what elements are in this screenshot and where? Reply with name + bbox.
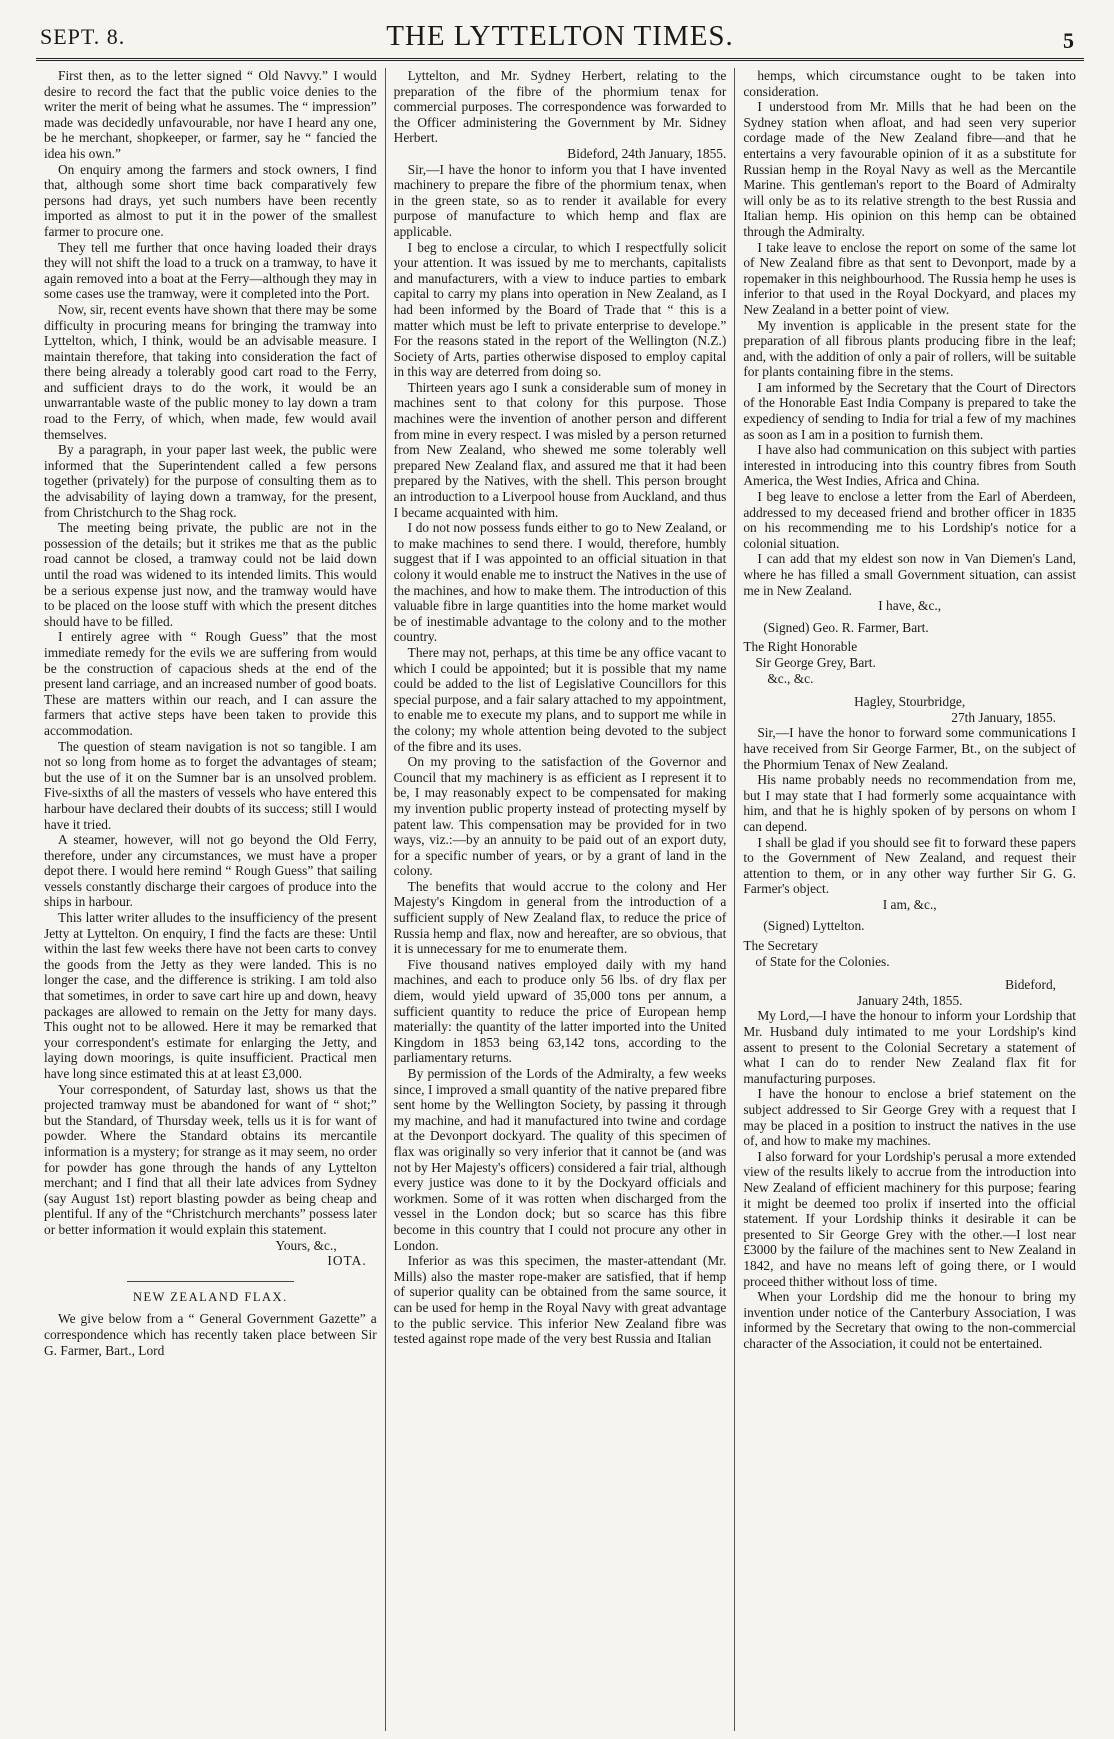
- paragraph: My invention is applicable in the present state for the preparation of all fibrous plants producing fibre in the leaf; and, with the addition of only a pair of rollers, will be suitable for plants containing fibre in the stems.: [743, 317, 1077, 380]
- paragraph: They tell me further that once having loaded their drays they will not shift the load to a truck on a tramway, to have it again removed into a boat at the Ferry—although they may in some cases use the tramway, were it completed into the Port.: [44, 239, 377, 302]
- paragraph: His name probably needs no recommendation from me, but I may state that I had formerly some acquaintance with him, and that he is highly spoken of by persons on whom I can depend.: [743, 772, 1077, 834]
- paragraph: Thirteen years ago I sunk a considerable sum of money in machines sent to that colony for this purpose. Those machines were the invention of another person and different from mine in every respect. I was misled by a person returned from New Zealand, who shewed me some tolerably well prepared New Zealand flax, and assured me that it had been prepared by the Natives, with the shell. This person brought an introduction to a Liverpool house from Auckland, and thus I became acquainted with him.: [393, 379, 727, 520]
- paragraph: I also forward for your Lordship's perusal a more extended view of the results likely to accrue from the introduction into New Zealand of efficient machinery for this purpose; fearing it might be deemed too prolix if inserted into the official statement. If your Lordship thinks it desirable it can be presented to Sir George Grey with the other.—I lost near £3000 by the failure of the machines sent to New Zealand in 1842, and have no means left of going there, or I would proceed thither without loss of time.: [743, 1148, 1077, 1289]
- paragraph: The question of steam navigation is not so tangible. I am not so long from home as to forget the advantages of steam; but the use of it on the Sumner bar is an unsolved problem. Five-sixths of all the masters of vessels who have entered this harbour have declared their doubts of its success; still I would have it tried.: [44, 738, 377, 832]
- addressee: Sir George Grey, Bart.: [755, 654, 876, 670]
- addressee: The Secretary: [743, 938, 819, 954]
- article-columns: [36, 68, 1084, 1731]
- masthead: [36, 18, 1084, 61]
- addressee: The Right Honorable: [743, 639, 858, 655]
- dateline: January 24th, 1855.: [856, 992, 963, 1008]
- paragraph: I entirely agree with “ Rough Guess” that the most immediate remedy for the evils we are suffering from would be the construction of capacious sheds at the end of the present land carriage, and an increased number of good boats. These are matters within our reach, and I can assure the farmers that active steps have been taken to provide this accommodation.: [44, 629, 377, 738]
- letter-closing: I have, &c.,: [878, 598, 942, 614]
- paragraph: I shall be glad if you should see fit to forward these papers to the Government of New Zealand, and request their attention to them, or in any other way further Sir G. G. Farmer's object.: [743, 834, 1077, 897]
- paragraph: I beg leave to enclose a letter from the Earl of Aberdeen, addressed to my deceased friend and brother officer in 1835 on his recommending me to his Lordship's notice for a colonial situation.: [743, 489, 1077, 551]
- addressee: &c., &c.: [767, 670, 814, 686]
- paragraph: Lyttelton, and Mr. Sydney Herbert, relating to the preparation of the fibre of the phormium tenax for commercial purposes. The correspondence was forwarded to the Officer administering the Government by Mr. Sidney Herbert.: [393, 68, 727, 146]
- paragraph: Your correspondent, of Saturday last, shows us that the projected tramway must be abandoned for want of “ shot;” but the Standard, of Thursday week, tells us it is for want of powder. Where the Standard obtains its mercantile information is a mystery; for strange as it may seem, no order for powder has gone through the hands of any Lyttelton merchant; and I find that all their late advices from Sydney (say August 1st) report blasting powder as being cheap and plentiful. If any of the “Christchurch merchants” possess later or better information it would explain this statement.: [44, 1081, 377, 1237]
- letter-signed: (Signed) Lyttelton.: [763, 918, 865, 934]
- paragraph: There may not, perhaps, at this time be any office vacant to which I could be appointed; but it is possible that my name could be added to the list of Legislative Councillors for this special purpose, and a fair salary attached to my appointment, to enable me to execute my plans, and to support me while in the colony; my whole attention being devoted to the subject of the fibre and its uses.: [393, 644, 727, 754]
- paragraph: This latter writer alludes to the insufficiency of the present Jetty at Lyttelton. On enquiry, I find the facts are these: Until within the last few weeks there have not been carts to convey the goods from the Jetty as they were landed. This is no longer the case, and the difference is striking. I am told also that sometimes, in order to save cart hire up and down, heavy packages are allowed to remain on the Jetty for many days. This ought not to be allowed. Here it may be remarked that your correspondent's estimate for enlarging the Jetty, and laying down moorings, is quite insufficient. Practical men have long since estimated this at at least £3,000.: [44, 910, 377, 1081]
- paragraph: Now, sir, recent events have shown that there may be some difficulty in procuring means for bringing the tramway into Lyttelton, which, I think, would be an advisable measure. I maintain therefore, that taking into consideration the fact of there being already a tolerably good cart road to the Ferry, and sufficient drays to do the work, it would be an unwarrantable waste of the public money to lay down a tram road to the Ferry, of which, when made, few would avail themselves.: [44, 301, 377, 442]
- page-number: 5: [1063, 28, 1074, 53]
- section-heading: NEW ZEALAND FLAX.: [132, 1289, 288, 1304]
- paragraph: On my proving to the satisfaction of the Governor and Council that my machinery is as efficient as I represent it to be, I may reasonably expect to be compensated for making my invention public property instead of protecting myself by patent law. This compensation may be provided for in two ways, viz.:—by an annuity to be paid out of an export duty, for a specific number of years, or by a grant of land in the colony.: [393, 754, 727, 879]
- column-2: [385, 68, 735, 1731]
- dateline: Hagley, Stourbridge,: [854, 694, 966, 710]
- dateline: 27th January, 1855.: [951, 709, 1057, 725]
- column-1: [36, 68, 385, 1731]
- newspaper-title: THE LYTTELTON TIMES.: [386, 20, 734, 52]
- paragraph: By a paragraph, in your paper last week, the public were informed that the Superintendent called a few persons together (privately) for the purpose of consulting them as to the advisability of laying down a tramway, for the present, from Christchurch to the Shag rock.: [44, 442, 377, 520]
- section-divider: [127, 1281, 293, 1282]
- letter-closing: Yours, &c.,: [275, 1237, 337, 1253]
- paragraph: Sir,—I have the honor to forward some communications I have received from Sir George Farmer, Bt., on the subject of the Phormium Tenax of New Zealand.: [743, 725, 1077, 772]
- dateline: Bideford, 24th January, 1855.: [567, 145, 727, 161]
- addressee: of State for the Colonies.: [755, 953, 890, 969]
- paragraph: I can add that my eldest son now in Van Diemen's Land, where he has filled a small Government situation, can assist me in New Zealand.: [743, 551, 1077, 598]
- letter-signed: (Signed) Geo. R. Farmer, Bart.: [763, 619, 929, 635]
- paragraph: My Lord,—I have the honour to inform your Lordship that Mr. Husband duly intimated to me your Lordship's kind assent to present to the Colonial Secretary a statement of what I can do to render New Zealand flax fit for manufacturing purposes.: [743, 1008, 1077, 1086]
- paragraph: Sir,—I have the honor to inform you that I have invented machinery to prepare the fibre of the phormium tenax, when in the green state, so as to render it available for every purpose of manufacture to which hemp and flax are applicable.: [393, 161, 727, 239]
- paragraph: A steamer, however, will not go beyond the Old Ferry, therefore, under any circumstances, we must have a proper depot there. I would here remind “ Rough Guess” that sailing vessels constantly discharge their cargoes of produce into the ships in harbour.: [44, 832, 377, 910]
- paragraph: On enquiry among the farmers and stock owners, I find that, although some short time back comparatively few persons had drays, yet such numbers have been recently imported as almost to put it in the power of the smallest farmer to procure one.: [44, 161, 377, 239]
- paragraph: The benefits that would accrue to the colony and Her Majesty's Kingdom in general from the introduction of a sufficient supply of New Zealand flax, to reduce the price of Russia hemp and flax, now and hereafter, are so obvious, that it is unnecessary for me to enumerate them.: [393, 878, 727, 957]
- paragraph: We give below from a “ General Government Gazette” a correspondence which has recently taken place between Sir G. Farmer, Bart., Lord: [44, 1311, 377, 1358]
- paragraph: I have also had communication on this subject with parties interested in introducing into this country fibres from South America, the West Indies, Africa and China.: [743, 442, 1077, 489]
- paragraph: I take leave to enclose the report on some of the same lot of New Zealand fibre as that sent to Devonport, made by a ropemaker in this neighbourhood. The Russia hemp he uses is inferior to that used in the Royal Dockyard, and places my New Zealand in a better point of view.: [743, 239, 1077, 317]
- paragraph: The meeting being private, the public are not in the possession of the details; but it strikes me that as the public road cannot be closed, a tramway could not be laid down until the road was widened to its intended limits. This would be a serious expense just now, and the tramway would have to be placed on the loose stuff with which the present ditches should have to be filled.: [44, 520, 377, 629]
- letter-closing: I am, &c.,: [882, 896, 937, 912]
- paragraph: hemps, which circumstance ought to be taken into consideration.: [743, 68, 1077, 99]
- column-3: [734, 68, 1084, 1731]
- dateline: Bideford,: [1005, 977, 1057, 993]
- paragraph: I have the honour to enclose a brief statement on the subject addressed to Sir George Grey with a request that I may be placed in a position to instruct the natives in the use of, and how to make my machines.: [743, 1086, 1077, 1149]
- paragraph: First then, as to the letter signed “ Old Navvy.” I would desire to record the fact that the public voice denies to the writer the merit of being what he assumes. The “ impression” made was decidedly unfavourable, nor have I heard any one, be he merchant, shopkeeper, or farmer, say he “ fancied the idea his own.”: [44, 68, 377, 161]
- paragraph: When your Lordship did me the honour to bring my invention under notice of the Canterbury Association, I was informed by the Secretary that owing to the non-commercial character of the Association, it could not be entertained.: [743, 1289, 1077, 1351]
- paragraph: Five thousand natives employed daily with my hand machines, and each to produce only 56 lbs. of dry flax per diem, would yield upward of 35,000 tons per annum, a sufficient quantity to reduce the price of European hemp materially: the quantity of the latter imported into the United Kingdom in 1853 being 63,142 tons, according to the parliamentary returns.: [393, 956, 727, 1066]
- paragraph: I do not now possess funds either to go to New Zealand, or to make machines to send there. I would, therefore, humbly suggest that if I was appointed to an official situation in that colony it would enable me to instruct the Natives in the use of the machines, and how to make them. The introduction of this valuable fibre in large quantities into the home market would be of inestimable advantage to the colony and to the mother country.: [393, 520, 727, 645]
- paragraph: I am informed by the Secretary that the Court of Directors of the Honorable East India Company is prepared to take the expediency of sending to India for trial a few of my machines as soon as I am in a position to furnish them.: [743, 379, 1077, 442]
- paragraph: By permission of the Lords of the Admiralty, a few weeks since, I improved a small quantity of the native prepared fibre sent home by the Wellington Society, by passing it through my machine, and had it manufactured into twine and cordage at the Devonport dockyard. The quality of this specimen of flax was originally so very inferior that it cannot be (and was not by Her Majesty's officers) considered a fair trial, although every justice was done to it by the Dockyard officials and workmen. Some of it was rotten when discharged from the vessel in the London dock; but so scarce has this fibre become in this country that I could not procure any other in London.: [393, 1066, 727, 1253]
- paragraph: I beg to enclose a circular, to which I respectfully solicit your attention. It was issued by me to merchants, capitalists and manufacturers, with a view to induce parties to embark capital to carry my plans into operation in New Zealand, as I had been informed by the Board of Trade that “ this is a matter which must be left to private enterprise to develope.” For the reasons stated in the report of the Wellington (N.Z.) Society of Arts, parties otherwise disposed to employ capital in this way are deterred from doing so.: [393, 239, 727, 380]
- paragraph: Inferior as was this specimen, the master-attendant (Mr. Mills) also the master rope-maker are satisfied, that if hemp of superior quality can be obtained from the same source, it can be used for hemp in the Royal Navy with great advantage to the public service. This inferior New Zealand fibre was tested against rope made of the very best Russia and Italian: [393, 1253, 727, 1347]
- letter-signature: IOTA.: [327, 1253, 367, 1269]
- paragraph: I understood from Mr. Mills that he had been on the Sydney station when afloat, and had seen very superior cordage made of the New Zealand fibre—and that he entertains a very favourable opinion of it as a substitute for Russian hemp in the Royal Navy as well as the Mercantile Marine. This gentleman's report to the Board of Admiralty will only be as to its relative strength to the best Russia and Italian hemp. His opinion on this hemp can be obtained through the Admiralty.: [743, 99, 1077, 239]
- issue-date: SEPT. 8.: [40, 24, 126, 49]
